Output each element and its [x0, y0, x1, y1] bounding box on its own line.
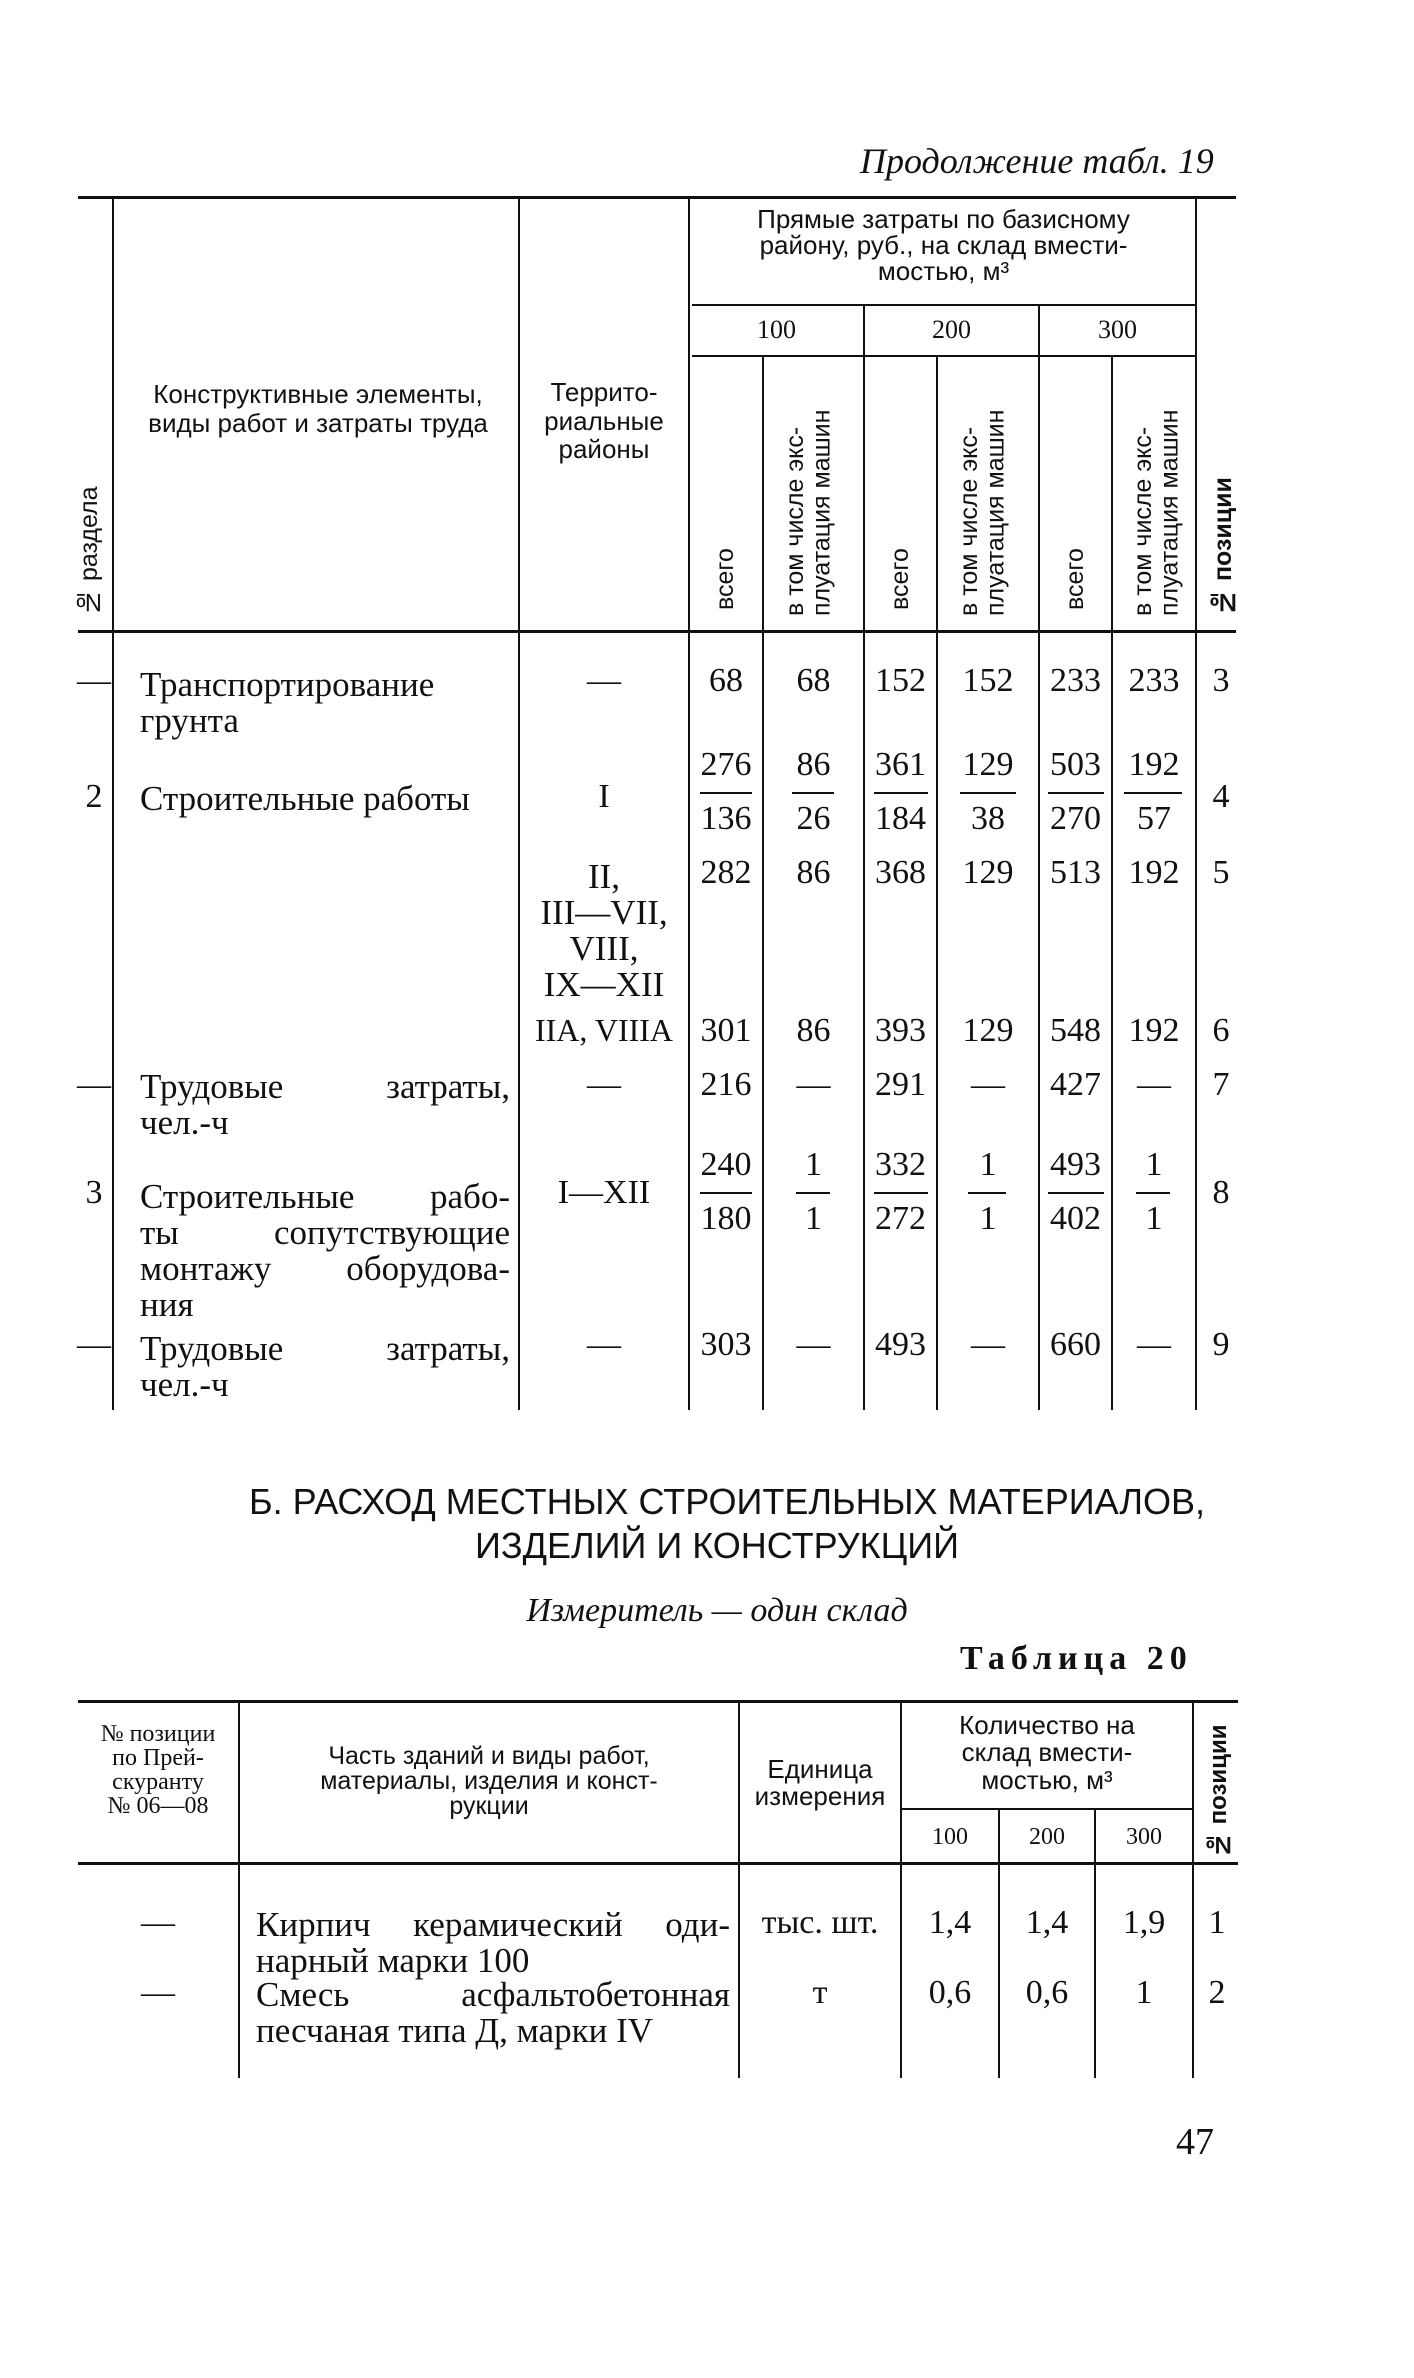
fraction-bar — [960, 792, 1016, 794]
material-name-line: песчаная типа Д, марки IV — [256, 2011, 653, 2050]
table19-costs-rule — [692, 304, 1197, 306]
element-name-line: ния — [140, 1285, 194, 1324]
value-cell: 240 — [700, 1146, 752, 1183]
fraction-bar — [874, 792, 928, 794]
section-cell: 3 — [85, 1174, 103, 1211]
position-no-header: № позиции — [1209, 477, 1237, 616]
capacity-200-header: 200 — [932, 315, 971, 344]
value-cell: 180 — [700, 1200, 752, 1237]
value-cell: 57 — [1137, 800, 1171, 837]
table19-vline — [112, 196, 114, 1410]
value-cell: 184 — [875, 800, 926, 837]
fraction-bar — [1124, 792, 1182, 794]
capacity-300-header: 300 — [1098, 315, 1137, 344]
section-cell: 2 — [85, 778, 103, 815]
value-cell: 26 — [796, 800, 831, 837]
value-cell: 233 — [1050, 662, 1101, 699]
value-cell: 1 — [805, 1146, 822, 1183]
fraction-bar — [792, 792, 834, 794]
value-cell: 1 — [1145, 1200, 1163, 1237]
region-cell: IIA, VIIIA — [534, 1012, 674, 1048]
fraction-bar — [968, 1192, 1006, 1194]
fraction-bar — [1136, 1192, 1170, 1194]
fraction-bar — [700, 792, 752, 794]
region-cell: I — [598, 778, 610, 815]
value-cell: 129 — [962, 1012, 1014, 1049]
position-cell: 9 — [1212, 1326, 1230, 1363]
measure-note: Измеритель — один склад — [526, 1592, 908, 1629]
position-cell: 1 — [1208, 1904, 1226, 1941]
element-name-line: Строительные рабо- — [140, 1177, 510, 1216]
value-cell: 303 — [700, 1326, 752, 1363]
value-cell: 332 — [875, 1146, 926, 1183]
region-cell: — — [587, 662, 621, 699]
capacity-100-header: 100 — [757, 315, 796, 344]
fraction-bar — [700, 1192, 752, 1194]
price-position-cell: — — [141, 1974, 175, 2011]
region-cell: — — [587, 1326, 621, 1363]
value-cell: 276 — [700, 746, 752, 783]
value-cell: 270 — [1050, 800, 1101, 837]
unit-cell: т — [812, 1974, 828, 2011]
table-20-label: Таблица 20 — [960, 1640, 1193, 1677]
value-cell: — — [971, 1066, 1005, 1103]
region-line: III—VII, — [540, 893, 668, 932]
fraction-bar — [1048, 792, 1104, 794]
section-b-title-line1: Б. РАСХОД МЕСТНЫХ СТРОИТЕЛЬНЫХ МАТЕРИАЛОВ, — [248, 1481, 1206, 1522]
value-cell: 152 — [875, 662, 926, 699]
table20-vline — [1192, 1700, 1194, 2078]
machines-header: в том числе экс- плуатация машин — [781, 409, 836, 616]
table20-top-rule — [78, 1700, 1238, 1703]
value-cell: 660 — [1050, 1326, 1101, 1363]
capacity-200-header: 200 — [1029, 1824, 1065, 1850]
section-b-title — [0, 1480, 1414, 1568]
value-cell: 129 — [962, 854, 1014, 891]
position-cell: 4 — [1212, 778, 1230, 815]
value-cell: 402 — [1050, 1200, 1101, 1237]
machines-header: в том числе экс- плуатация машин — [1129, 409, 1184, 616]
material-name-line: нарный марки 100 — [256, 1941, 530, 1980]
value-cell: 86 — [796, 1012, 831, 1049]
region-line: II, — [587, 857, 621, 896]
position-cell: 5 — [1212, 854, 1230, 891]
value-cell: 513 — [1050, 854, 1101, 891]
elements-header: Конструктивные элементы, виды работ и затраты труда — [148, 379, 488, 438]
total-header: всего — [711, 548, 739, 610]
total-header: всего — [886, 548, 914, 610]
value-cell: — — [971, 1326, 1005, 1363]
table19-cap-rule — [692, 355, 1197, 357]
section-b-title-line2: ИЗДЕЛИЙ И КОНСТРУКЦИЙ — [474, 1525, 960, 1566]
value-cell: 86 — [796, 854, 831, 891]
position-cell: 8 — [1212, 1174, 1230, 1211]
value-cell: 291 — [875, 1066, 926, 1103]
value-cell: 493 — [875, 1326, 926, 1363]
value-cell: — — [796, 1066, 831, 1103]
value-cell: 192 — [1128, 746, 1180, 783]
value-cell: 282 — [700, 854, 752, 891]
value-cell: 301 — [700, 1012, 752, 1049]
value-cell: 136 — [700, 800, 752, 837]
unit-header: Единица измерения — [754, 1754, 886, 1812]
price-position-cell: — — [141, 1904, 175, 1941]
value-cell: — — [1137, 1326, 1171, 1363]
part-header: Часть зданий и виды работ, материалы, изделия и конст- рукции — [320, 1742, 658, 1820]
position-cell: 7 — [1212, 1066, 1230, 1103]
value-cell: 361 — [875, 746, 926, 783]
capacity-100-header: 100 — [932, 1824, 968, 1850]
value-cell: 493 — [1050, 1146, 1101, 1183]
element-name-line: монтажу оборудова- — [140, 1249, 510, 1288]
value-cell: 192 — [1128, 854, 1180, 891]
value-cell: 1,9 — [1122, 1904, 1166, 1941]
value-cell: 1,4 — [1025, 1904, 1069, 1941]
value-cell: 1 — [1145, 1146, 1163, 1183]
section-no-header: № раздела — [75, 486, 103, 616]
material-name-line: Кирпич керамический оди- — [256, 1905, 730, 1944]
region-cell: I—XII — [557, 1174, 651, 1211]
position-cell: 2 — [1208, 1974, 1226, 2011]
element-name-line: Транспортирование — [140, 665, 435, 704]
region-line: VIII, — [569, 929, 639, 968]
element-name-line: чел.-ч — [140, 1103, 229, 1142]
value-cell: 129 — [962, 746, 1014, 783]
position-cell: 6 — [1212, 1012, 1230, 1049]
value-cell: 368 — [875, 854, 926, 891]
table20-vline — [238, 1700, 240, 2078]
position-no-header: № позиции — [1205, 1724, 1232, 1858]
element-name-line: Трудовые затраты, — [140, 1329, 510, 1368]
value-cell: 393 — [875, 1012, 926, 1049]
fraction-bar — [796, 1192, 830, 1194]
value-cell: 1 — [1135, 1974, 1153, 2011]
element-name-line: Строительные работы — [140, 779, 470, 818]
price-position-header: № позиции по Прей- скуранту № 06—08 — [100, 1721, 216, 1819]
quantity-header: Количество на склад вмести- мостью, м³ — [959, 1710, 1135, 1795]
page-number: 47 — [1176, 2121, 1214, 2163]
value-cell: 427 — [1050, 1066, 1101, 1103]
material-name-line: Смесь асфальтобетонная — [256, 1975, 730, 2014]
value-cell: 1 — [805, 1200, 822, 1237]
capacity-300-header: 300 — [1126, 1824, 1162, 1850]
position-cell: 3 — [1212, 662, 1230, 699]
element-name-line: Трудовые затраты, — [140, 1067, 510, 1106]
fraction-bar — [1048, 1192, 1104, 1194]
unit-cell: тыс. шт. — [761, 1904, 879, 1941]
element-name-line: чел.-ч — [140, 1365, 229, 1404]
direct-costs-header: Прямые затраты по базисному району, руб., на склад вмести- мостью, м³ — [757, 204, 1130, 286]
value-cell: 38 — [971, 800, 1005, 837]
table20-header-bottom-rule — [78, 1862, 1238, 1865]
table19-header-bottom-rule — [78, 630, 1236, 633]
section-cell: — — [77, 662, 111, 699]
value-cell: — — [1137, 1066, 1171, 1103]
value-cell: 272 — [875, 1200, 926, 1237]
machines-header: в том числе экс- плуатация машин — [955, 409, 1010, 616]
fraction-bar — [874, 1192, 928, 1194]
table20-qty-rule — [902, 1808, 1194, 1810]
region-line: IX—XII — [543, 965, 665, 1004]
value-cell: 192 — [1128, 1012, 1180, 1049]
value-cell: 1,4 — [928, 1904, 972, 1941]
value-cell: 68 — [796, 662, 831, 699]
value-cell: 86 — [796, 746, 831, 783]
section-cell: — — [77, 1066, 111, 1103]
value-cell: 152 — [962, 662, 1014, 699]
element-name-line: грунта — [140, 701, 239, 740]
value-cell: 0,6 — [928, 1974, 972, 2011]
table19-top-rule — [78, 196, 1236, 199]
value-cell: 1 — [979, 1146, 997, 1183]
value-cell: 233 — [1128, 662, 1180, 699]
value-cell: 0,6 — [1025, 1974, 1069, 2011]
section-cell: — — [77, 1326, 111, 1363]
value-cell: 1 — [979, 1200, 997, 1237]
regions-header: Террито- риальные районы — [544, 377, 664, 465]
value-cell: 216 — [700, 1066, 752, 1103]
total-header: всего — [1061, 548, 1089, 610]
continuation-label: Продолжение табл. 19 — [860, 141, 1214, 181]
region-cell: — — [587, 1066, 621, 1103]
value-cell: 68 — [709, 662, 743, 699]
value-cell: 548 — [1050, 1012, 1101, 1049]
element-name-line: ты сопутствующие — [140, 1213, 510, 1252]
value-cell: 503 — [1050, 746, 1101, 783]
value-cell: — — [796, 1326, 831, 1363]
